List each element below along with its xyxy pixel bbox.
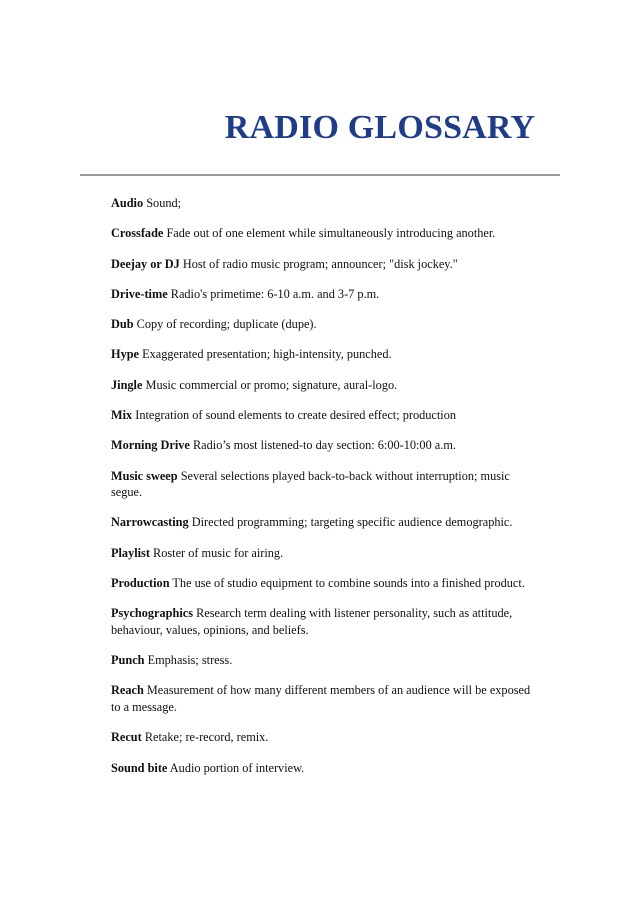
glossary-term: Dub (111, 317, 134, 332)
glossary-definition: Fade out of one element while simultaneously introducing another. (166, 226, 496, 241)
glossary-definition: Copy of recording; duplicate (dupe). (136, 317, 317, 332)
glossary-definition: Measurement of how many different members of an audience will be exposed to a message. (111, 683, 531, 714)
glossary-entry (111, 225, 531, 242)
glossary-term: Deejay or DJ (111, 256, 180, 271)
glossary-entry (111, 682, 531, 715)
glossary-definition: Integration of sound elements to create desired effect; production (135, 408, 456, 423)
glossary-entry (111, 468, 531, 501)
glossary-entry (111, 575, 531, 592)
glossary-definition: Research term dealing with listener personality, such as attitude, behaviour, values, opinions, and beliefs. (111, 606, 513, 637)
glossary-term: Mix (111, 408, 133, 423)
glossary-entry (111, 514, 531, 531)
glossary-term: Reach (111, 683, 144, 698)
glossary-definition: Sound; (146, 196, 182, 210)
glossary-entry (111, 256, 531, 273)
glossary-term: Drive-time (111, 286, 168, 301)
glossary-definition: Radio’s most listened-to day section: 6:00-10:00 a.m. (192, 438, 456, 453)
glossary-term: Hype (111, 347, 140, 362)
glossary-term: Music sweep (111, 468, 178, 483)
glossary-term: Morning Drive (111, 438, 190, 453)
title-divider (80, 174, 560, 176)
glossary-entry (111, 286, 531, 303)
glossary-entry (111, 316, 531, 333)
glossary-definition: Music commercial or promo; signature, aural-logo. (145, 377, 398, 392)
glossary-term: Playlist (111, 545, 150, 560)
glossary-entry (111, 652, 531, 669)
glossary-definition: Emphasis; stress. (147, 653, 233, 668)
glossary-definition: Radio's primetime: 6-10 a.m. and 3-7 p.m. (170, 286, 380, 301)
glossary-term: Sound bite (111, 760, 168, 775)
glossary-entry (111, 605, 531, 638)
glossary-entry (111, 545, 531, 562)
glossary-definition: Roster of music for airing. (153, 545, 284, 560)
glossary-entry (111, 729, 531, 746)
glossary-entry (111, 346, 531, 363)
glossary-entry (111, 195, 531, 212)
glossary-list (111, 195, 531, 790)
glossary-entry (111, 760, 531, 777)
glossary-definition: Audio portion of interview. (169, 760, 305, 775)
glossary-term: Narrowcasting (111, 515, 189, 530)
glossary-term: Punch (111, 653, 145, 668)
glossary-definition: Directed programming; targeting specific audience demographic. (191, 515, 513, 530)
glossary-definition: Host of radio music program; announcer; "disk jockey." (182, 256, 458, 271)
glossary-entry (111, 407, 531, 424)
glossary-definition: The use of studio equipment to combine sounds into a finished product. (172, 576, 525, 591)
glossary-term: Production (111, 576, 170, 591)
glossary-term: Recut (111, 730, 142, 745)
page-title: RADIO GLOSSARY (224, 109, 536, 146)
glossary-definition: Exaggerated presentation; high-intensity, punched. (142, 347, 392, 362)
glossary-term: Crossfade (111, 226, 164, 241)
glossary-definition: Retake; re-record, remix. (144, 730, 269, 745)
glossary-entry (111, 437, 531, 454)
glossary-entry (111, 377, 531, 394)
glossary-term: Psychographics (111, 606, 193, 621)
glossary-term: Audio (111, 196, 144, 210)
glossary-term: Jingle (111, 377, 143, 392)
glossary-definition: Several selections played back-to-back without interruption; music segue. (111, 468, 510, 500)
